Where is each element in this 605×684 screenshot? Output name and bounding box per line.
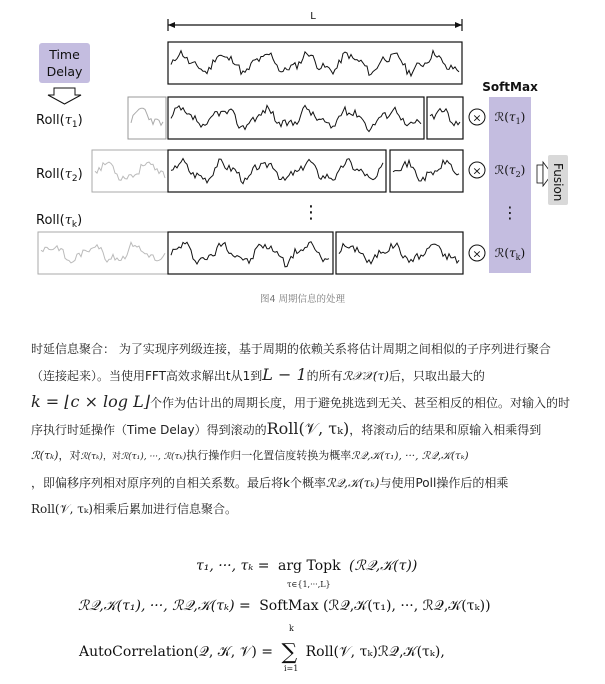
text-line-5a: ，对 (58, 449, 81, 462)
math-R-tauk-1: ℛ(τₖ) (31, 449, 59, 462)
math-R-tau1-to-tauk: ℛ(τ₁), ···, ℛ(τₖ) (120, 452, 187, 462)
svg-text:×: × (472, 247, 482, 261)
text-line-5b: ，对 (102, 452, 121, 462)
rollk-main-box (168, 232, 333, 274)
text-line-6b: 与使用Poll操作后的相乘 (379, 476, 509, 490)
text-line-2a: （连接起来）。当使用FFT高效求解出t从1到 (31, 369, 263, 383)
formula-2-rhs: SoftMax (ℛ𝒬,𝒦(τ₁), ···, ℛ𝒬,𝒦(τₖ)) (259, 598, 491, 614)
math-roll-v-tauk-2: Roll(𝒱, τₖ) (31, 502, 93, 516)
formula-1-op: arg Topk (278, 558, 341, 574)
text-line-7: 相乘后累加进行信息聚合。 (92, 502, 237, 516)
down-arrow-icon (48, 88, 81, 104)
period-aggregation-figure (0, 0, 605, 290)
roll-tau1-label: $Roll(\tau_1)$ (36, 113, 83, 130)
fusion-arrow (537, 155, 568, 205)
formula-3-rhs: Roll(𝒱, τₖ)ℛ𝒬,𝒦(τₖ), (305, 644, 445, 660)
formula-1-rhs: (ℛ𝒬,𝒦(τ)) (349, 558, 418, 574)
math-roll-v-tauk: Roll(𝒱, τₖ) (266, 419, 350, 438)
math-RQK-list: ℛ𝒬,𝒦(τ₁), ···, ℛ𝒬,𝒦(τₖ) (351, 450, 469, 462)
svg-text:×: × (472, 164, 482, 178)
formula-3-lhs: AutoCorrelation(𝒬, 𝒦, 𝒱) = (79, 644, 273, 660)
math-RQK-tauk: ℛ𝒬,𝒦(τₖ) (325, 476, 380, 490)
weight-tau1: $ℛ(\tau_1)$ (494, 110, 526, 126)
time-delay-box (39, 43, 90, 83)
formula-3 (79, 640, 445, 665)
roll1-main-box (168, 97, 424, 139)
length-dimension (168, 11, 462, 31)
roll1-tail-box (427, 97, 463, 139)
text-line-2c: 后，只取出最大的 (388, 369, 485, 383)
roll2-shifted-out-box (92, 150, 168, 192)
figure-caption: 图4 周期信息的处理 (259, 294, 346, 305)
text-line-2b: 的所有 (306, 369, 343, 383)
weight-tauk: $ℛ(\tau_k)$ (494, 246, 526, 262)
formula-2-lhs: ℛ𝒬,𝒦(τ₁), ···, ℛ𝒬,𝒦(τₖ) = (78, 598, 251, 614)
length-label: L (310, 11, 316, 22)
formula-3-sum: ∑ (281, 640, 298, 665)
math-k-formula: k = ⌊c × log L⌋ (31, 392, 150, 411)
formula-3-upper-limit: k (289, 624, 294, 633)
math-L-minus-1: L − 1 (262, 365, 307, 384)
roll-tauk-label: $Roll(\tau_k)$ (36, 213, 83, 230)
body-paragraph (31, 336, 591, 522)
time-delay-label-line1: Time (49, 47, 80, 62)
vdots-rows: ⋮ (302, 202, 320, 223)
softmax-label: SoftMax (482, 80, 538, 94)
math-R-tauk-2: ℛ(τₖ) (80, 452, 103, 462)
roll-tau2-label: $Roll(\tau_2)$ (36, 167, 83, 184)
text-line-4a: 序执行时延操作（Time Delay）得到滚动的 (31, 423, 267, 437)
weight-tau2: $ℛ(\tau_2)$ (494, 163, 526, 179)
roll1-shifted-out-box (128, 97, 166, 139)
math-R-XX-tau: ℛ𝒳𝒳(τ) (342, 369, 389, 383)
text-line-3: 个作为估计出的周期长度，用于避免挑选到无关、甚至相反的相位。对输入的时 (150, 396, 571, 410)
rollk-tail-box (336, 232, 463, 274)
text-line-6a: ，即偏移序列相对原序列的自相关系数。最后将k个概率 (31, 476, 326, 490)
text-line-4b: ，将滚动后的结果和原输入相乘得到 (349, 423, 542, 437)
roll2-main-box (168, 150, 386, 192)
svg-text:×: × (472, 111, 482, 125)
fusion-label: Fusion (551, 163, 565, 202)
formula-1-under: τ∈{1,···,L} (287, 580, 331, 589)
formula-3-lower-limit: i=1 (284, 664, 299, 673)
vdots-softmax: ⋮ (502, 203, 518, 222)
text-line-5c: 执行操作归一化置信度转换为概率 (186, 449, 352, 462)
time-delay-label-line2: Delay (46, 64, 83, 79)
formula-1 (196, 558, 417, 574)
formula-1-lhs: τ₁, ···, τₖ = (196, 558, 270, 574)
formula-2 (78, 598, 491, 614)
text-line-1: 时延信息聚合： 为了实现序列级连接，基于周期的依赖关系将估计周期之间相似的子序列进行聚合 (31, 342, 551, 356)
